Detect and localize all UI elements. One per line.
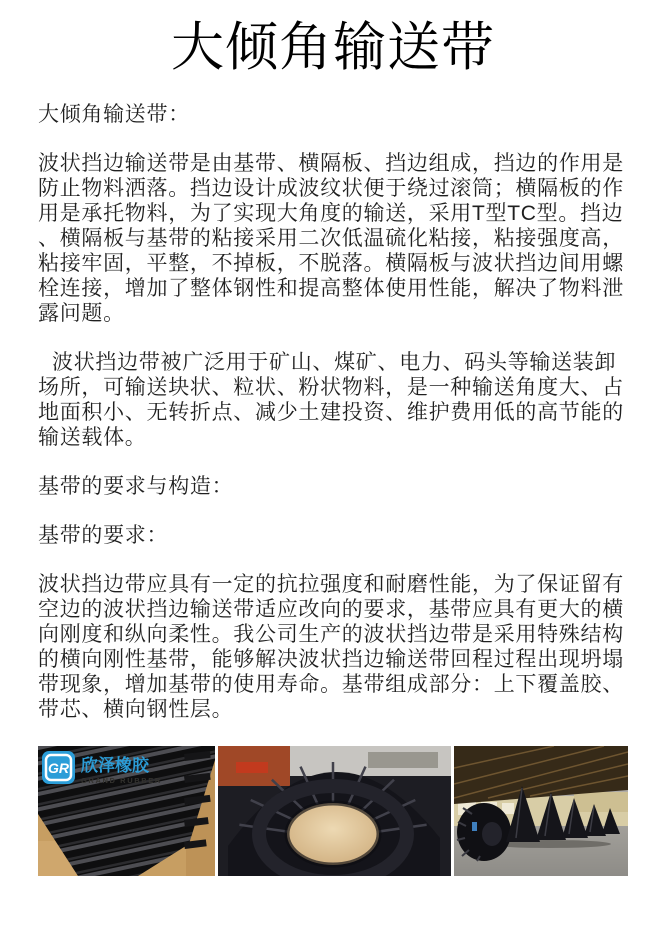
photo-sidewall-belt-warehouse	[454, 746, 628, 876]
photo-sidewall-belt-closeup	[38, 746, 215, 876]
heading-base-belt-structure: 基带的要求与构造：	[38, 475, 234, 498]
heading-base-belt-requirement: 基带的要求：	[38, 524, 169, 547]
blue-tag	[472, 822, 477, 831]
product-photo-row	[38, 746, 628, 876]
page-title: 大倾角输送带	[171, 18, 495, 77]
logo-name-en: GRAND RUBBER	[81, 776, 162, 785]
photo-sidewall-belt-coil	[218, 746, 451, 876]
paragraph-applications: 波状挡边带被广泛用于矿山、煤矿、电力、码头等输送装卸场所，可输送块状、粒状、粉状物料，是一种输送角度大、占地面积小、无转折点、减少土建投资、维护费用低的高节能的输送载体。	[38, 351, 624, 449]
paragraph-composition: 波状挡边输送带是由基带、横隔板、挡边组成，挡边的作用是防止物料洒落。挡边设计成波纹状便于绕过滚筒；横隔板的作用是承托物料，为了实现大角度的输送，采用T型TC型。挡边、横隔板与基带的粘接采用二次低温硫化粘接，粘接强度高，粘接牢固，平整，不掉板，不脱落。横隔板与波状挡边间用螺栓连接，增加了整体钢性和提高整体使用性能，解决了物料泄露问题。	[38, 152, 624, 325]
logo-name-cn: 欣泽橡胶	[81, 756, 149, 775]
logo-monogram: GR	[48, 760, 69, 776]
intro-label: 大倾角输送带：	[38, 103, 190, 126]
paragraph-base-belt: 波状挡边带应具有一定的抗拉强度和耐磨性能，为了保证留有空边的波状挡边输送带适应改向的要求，基带应具有更大的横向刚度和纵向柔性。我公司生产的波状挡边带是采用特殊结构的横向刚性基带，能够解决波状挡边输送带回程过程出现坍塌带现象，增加基带的使用寿命。基带组成部分：上下覆盖胶、带芯、横向钢性层。	[38, 573, 624, 721]
grand-rubber-logo	[42, 751, 162, 785]
